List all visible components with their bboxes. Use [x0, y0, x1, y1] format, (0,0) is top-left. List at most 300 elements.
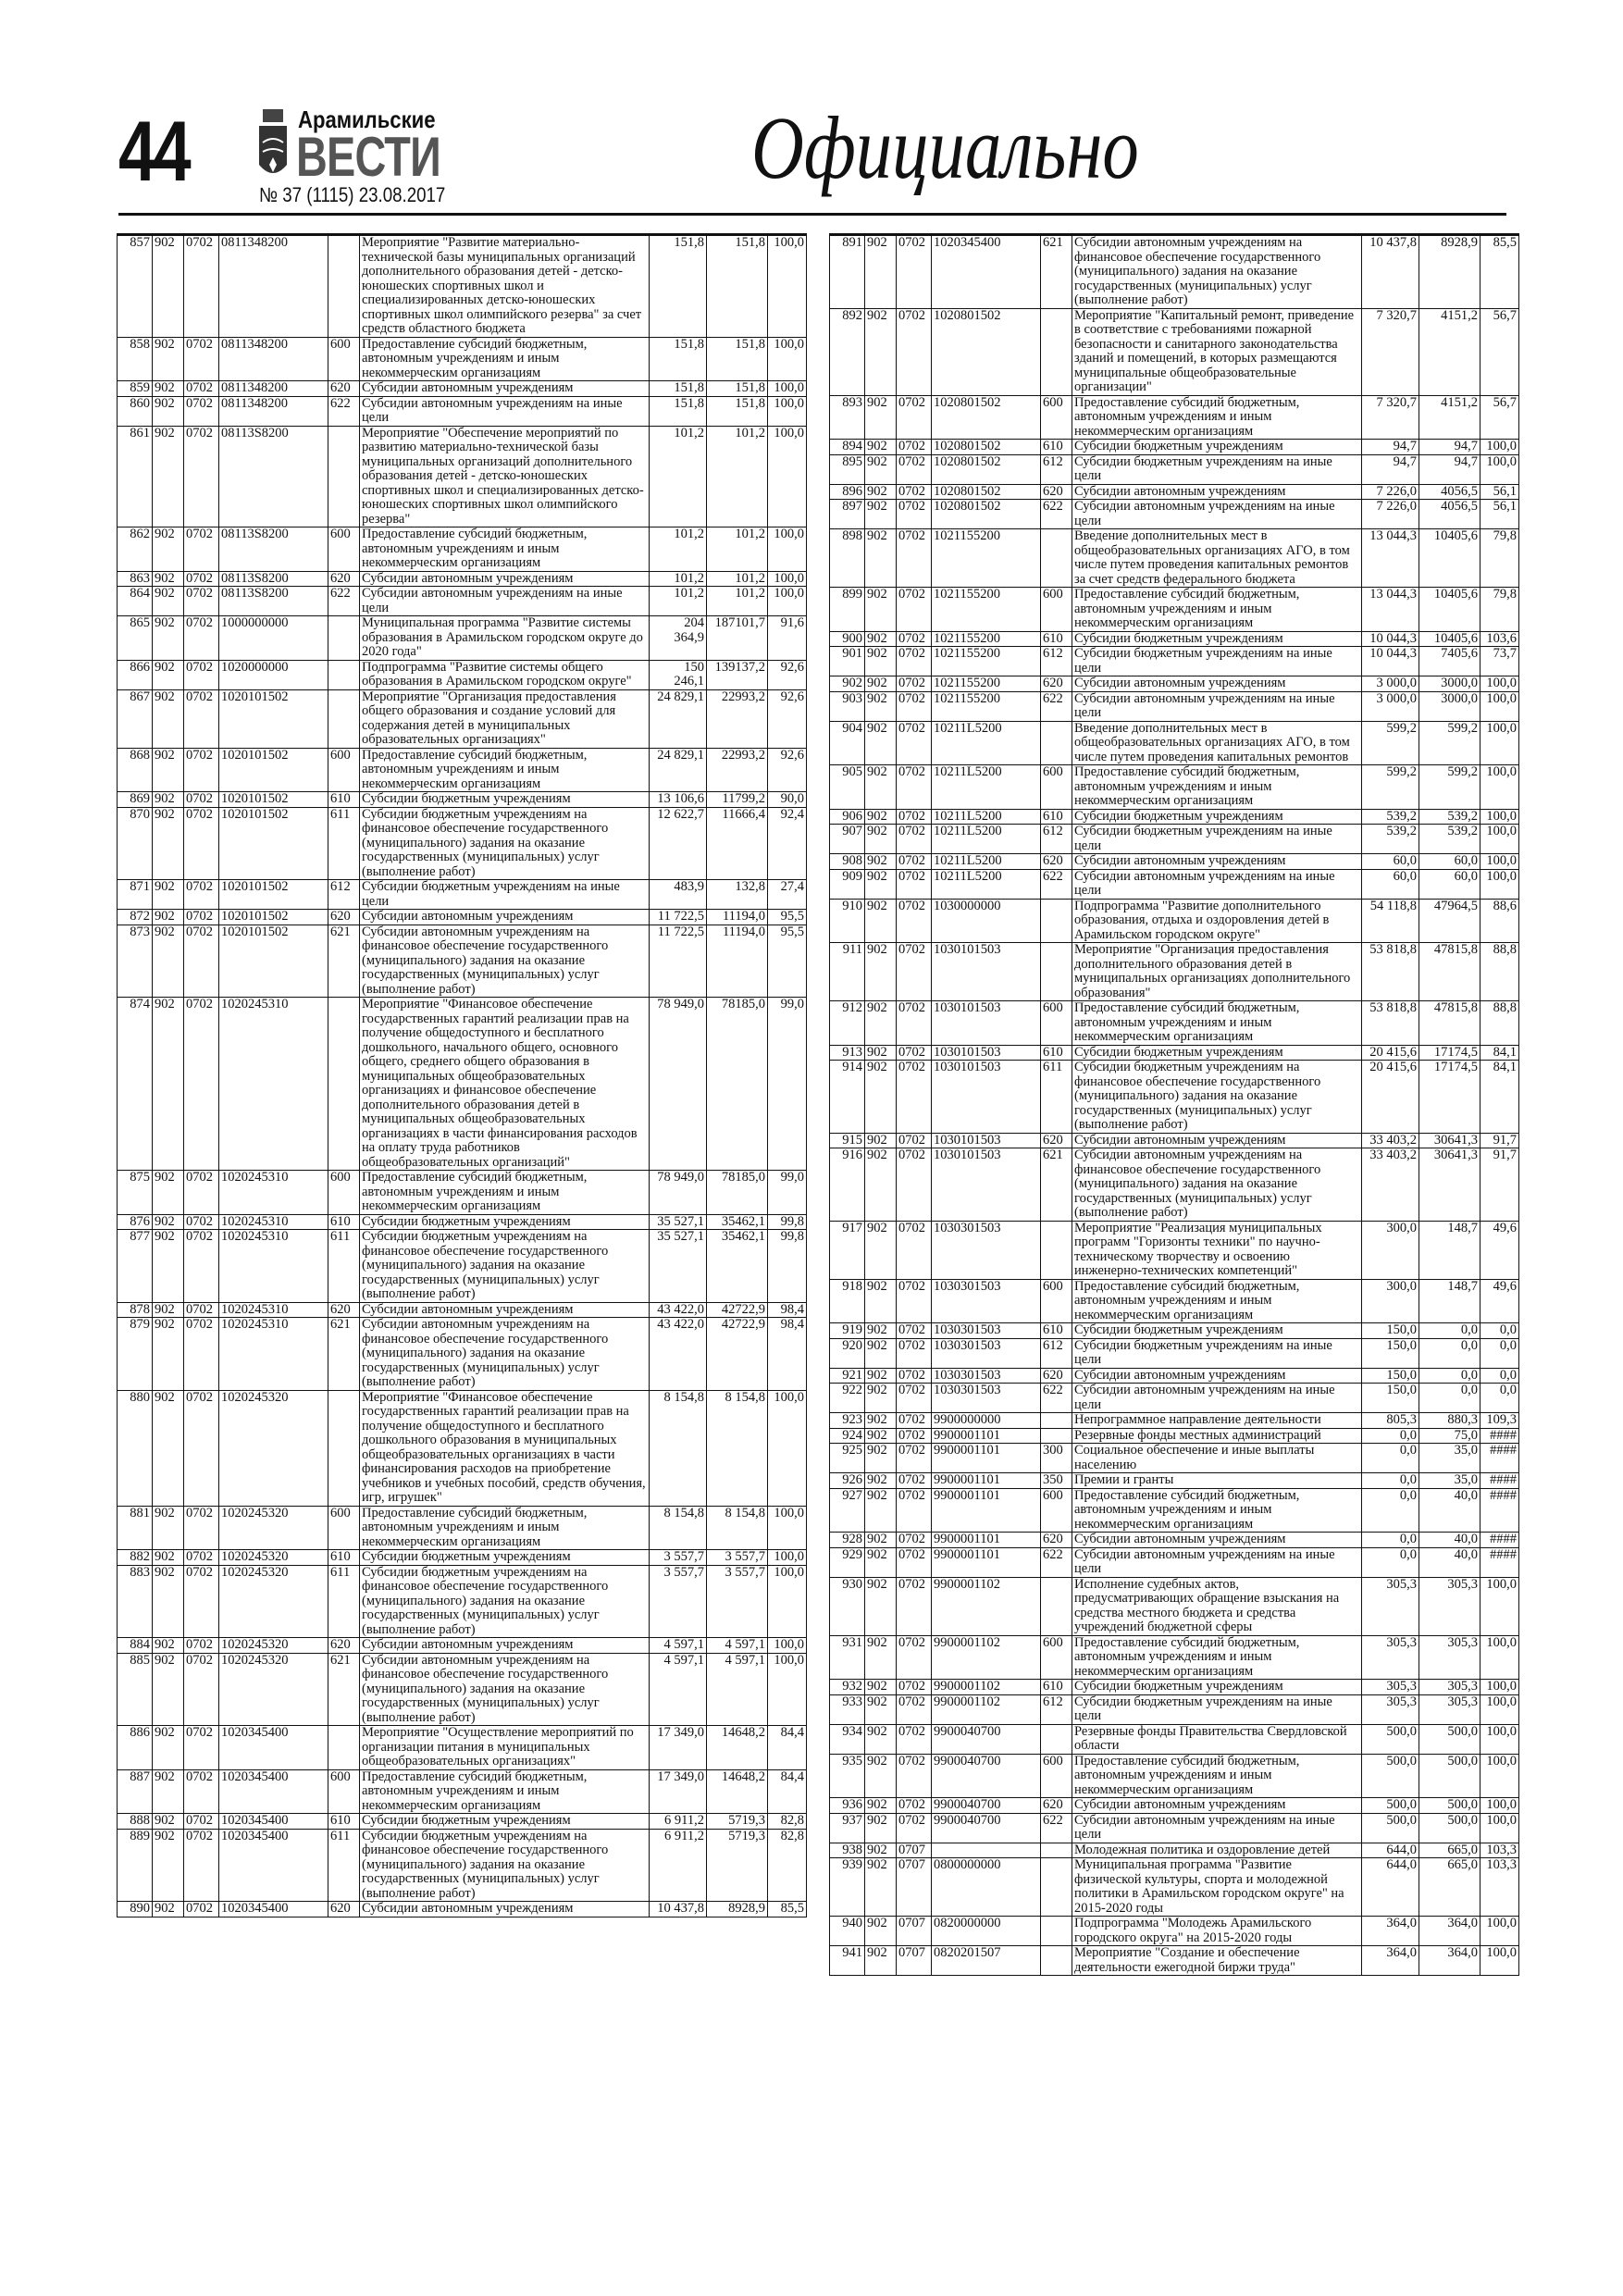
- kvsr-code: 902: [865, 1061, 897, 1134]
- expense-type-code: [1041, 1858, 1072, 1917]
- kvsr-code: 902: [153, 792, 184, 808]
- table-row: [830, 1413, 1519, 1429]
- section-code: 0702: [897, 765, 932, 810]
- description: Предоставление субсидий бюджетным, автономным учреждениям и иным некоммерческим организациям: [1072, 1279, 1362, 1323]
- executed-amount: 0,0: [1419, 1384, 1481, 1413]
- execution-percent: 100,0: [1481, 1798, 1519, 1814]
- executed-amount: 0,0: [1419, 1368, 1481, 1384]
- target-article-code: 9900001101: [932, 1488, 1041, 1533]
- expense-type-code: 620: [328, 910, 360, 925]
- executed-amount: 539,2: [1419, 809, 1481, 825]
- expense-type-code: [328, 660, 360, 689]
- planned-amount: 43 422,0: [650, 1302, 707, 1318]
- executed-amount: 7405,6: [1419, 647, 1481, 676]
- kvsr-code: 902: [865, 1547, 897, 1577]
- table-row: [830, 1045, 1519, 1061]
- row-number: 865: [118, 616, 153, 661]
- target-article-code: 1030101503: [932, 1045, 1041, 1061]
- executed-amount: 60,0: [1419, 854, 1481, 870]
- kvsr-code: 902: [865, 1444, 897, 1473]
- planned-amount: 305,3: [1362, 1694, 1419, 1724]
- section-code: 0702: [184, 1726, 219, 1770]
- executed-amount: 148,7: [1419, 1221, 1481, 1279]
- table-row: [118, 337, 807, 381]
- planned-amount: 60,0: [1362, 869, 1419, 899]
- executed-amount: 8 154,8: [707, 1390, 768, 1506]
- expense-type-code: [1041, 721, 1072, 765]
- executed-amount: 101,2: [707, 426, 768, 527]
- table-row: [830, 454, 1519, 484]
- expense-type-code: 620: [328, 1902, 360, 1917]
- description: Субсидии автономным учреждениям на иные цели: [1072, 869, 1362, 899]
- executed-amount: 47964,5: [1419, 899, 1481, 943]
- kvsr-code: 902: [865, 395, 897, 440]
- target-article-code: 1020245320: [219, 1506, 328, 1550]
- kvsr-code: 902: [865, 1133, 897, 1148]
- description: Подпрограмма "Молодежь Арамильского городского округа" на 2015-2020 годы: [1072, 1917, 1362, 1946]
- table-row: [118, 1565, 807, 1638]
- planned-amount: 13 044,3: [1362, 529, 1419, 588]
- execution-percent: 100,0: [768, 1550, 807, 1566]
- target-article-code: 1020245320: [219, 1390, 328, 1506]
- kvsr-code: 902: [153, 1390, 184, 1506]
- description: Субсидии бюджетным учреждениям: [360, 1550, 650, 1566]
- expense-type-code: 620: [1041, 854, 1072, 870]
- row-number: 919: [830, 1323, 865, 1339]
- kvsr-code: 902: [865, 1148, 897, 1222]
- planned-amount: 13 106,6: [650, 792, 707, 808]
- kvsr-code: 902: [153, 1550, 184, 1566]
- planned-amount: 101,2: [650, 426, 707, 527]
- executed-amount: 42722,9: [707, 1318, 768, 1391]
- section-code: 0702: [184, 337, 219, 381]
- kvsr-code: 902: [865, 943, 897, 1001]
- expense-type-code: [1041, 1724, 1072, 1754]
- row-number: 937: [830, 1813, 865, 1843]
- target-article-code: 08113S8200: [219, 587, 328, 616]
- planned-amount: 500,0: [1362, 1798, 1419, 1814]
- execution-percent: 73,7: [1481, 647, 1519, 676]
- planned-amount: 33 403,2: [1362, 1148, 1419, 1222]
- table-row: [118, 748, 807, 792]
- executed-amount: 364,0: [1419, 1946, 1481, 1976]
- execution-percent: 88,8: [1481, 1001, 1519, 1046]
- description: Субсидии бюджетным учреждениям на иные цели: [1072, 1338, 1362, 1368]
- target-article-code: 1020801502: [932, 308, 1041, 395]
- kvsr-code: 902: [153, 1230, 184, 1303]
- section-code: 0702: [897, 1635, 932, 1680]
- executed-amount: 35,0: [1419, 1473, 1481, 1489]
- executed-amount: 11194,0: [707, 925, 768, 998]
- execution-percent: 92,4: [768, 807, 807, 880]
- expense-type-code: [1041, 529, 1072, 588]
- section-code: 0702: [184, 748, 219, 792]
- row-number: 926: [830, 1473, 865, 1489]
- expense-type-code: 612: [1041, 1338, 1072, 1368]
- expense-type-code: [1041, 1428, 1072, 1444]
- planned-amount: 10 044,3: [1362, 647, 1419, 676]
- expense-type-code: 611: [328, 807, 360, 880]
- kvsr-code: 902: [865, 529, 897, 588]
- executed-amount: 599,2: [1419, 765, 1481, 810]
- row-number: 924: [830, 1428, 865, 1444]
- target-article-code: 1020245320: [219, 1638, 328, 1654]
- table-row: [830, 631, 1519, 647]
- planned-amount: 43 422,0: [650, 1318, 707, 1391]
- execution-percent: 100,0: [1481, 1813, 1519, 1843]
- section-code: 0702: [897, 1148, 932, 1222]
- execution-percent: 100,0: [1481, 1680, 1519, 1695]
- execution-percent: 100,0: [768, 1390, 807, 1506]
- expense-type-code: [1041, 1221, 1072, 1279]
- brand-name-top: Арамильские: [298, 105, 436, 133]
- section-code: 0702: [897, 1061, 932, 1134]
- target-article-code: 1030101503: [932, 1148, 1041, 1222]
- planned-amount: 500,0: [1362, 1724, 1419, 1754]
- executed-amount: 132,8: [707, 880, 768, 910]
- kvsr-code: 902: [865, 825, 897, 854]
- target-article-code: 10211L5200: [932, 721, 1041, 765]
- executed-amount: 14648,2: [707, 1726, 768, 1770]
- row-number: 873: [118, 925, 153, 998]
- table-row: [830, 854, 1519, 870]
- expense-type-code: 600: [1041, 1635, 1072, 1680]
- description: Резервные фонды местных администраций: [1072, 1428, 1362, 1444]
- kvsr-code: 902: [865, 1577, 897, 1635]
- row-number: 914: [830, 1061, 865, 1134]
- planned-amount: 0,0: [1362, 1444, 1419, 1473]
- brand-name-main: ВЕСТИ: [296, 126, 440, 188]
- description: Мероприятие "Организация предоставления дополнительного образования детей в муниципальных организациях дополнительного образования": [1072, 943, 1362, 1001]
- target-article-code: 1020245320: [219, 1653, 328, 1726]
- execution-percent: 100,0: [768, 426, 807, 527]
- planned-amount: 60,0: [1362, 854, 1419, 870]
- kvsr-code: 902: [153, 998, 184, 1171]
- table-row: [830, 1635, 1519, 1680]
- row-number: 864: [118, 587, 153, 616]
- kvsr-code: 902: [865, 308, 897, 395]
- row-number: 901: [830, 647, 865, 676]
- section-code: 0702: [184, 396, 219, 426]
- kvsr-code: 902: [153, 337, 184, 381]
- section-code: 0702: [184, 1565, 219, 1638]
- page-number: 44: [118, 105, 189, 199]
- table-row: [830, 647, 1519, 676]
- expense-type-code: [1041, 1946, 1072, 1976]
- row-number: 862: [118, 527, 153, 572]
- planned-amount: 150,0: [1362, 1384, 1419, 1413]
- table-row: [830, 235, 1519, 309]
- executed-amount: 94,7: [1419, 454, 1481, 484]
- target-article-code: 9900001101: [932, 1533, 1041, 1548]
- description: Субсидии бюджетным учреждениям на иные цели: [1072, 1694, 1362, 1724]
- planned-amount: 364,0: [1362, 1917, 1419, 1946]
- description: Молодежная политика и оздоровление детей: [1072, 1843, 1362, 1858]
- kvsr-code: 902: [153, 396, 184, 426]
- executed-amount: 599,2: [1419, 721, 1481, 765]
- table-row: [830, 1724, 1519, 1754]
- planned-amount: 54 118,8: [1362, 899, 1419, 943]
- kvsr-code: 902: [865, 691, 897, 721]
- execution-percent: 98,4: [768, 1302, 807, 1318]
- table-row: [118, 792, 807, 808]
- target-article-code: 0811348200: [219, 235, 328, 338]
- planned-amount: 20 415,6: [1362, 1045, 1419, 1061]
- row-number: 931: [830, 1635, 865, 1680]
- execution-percent: 100,0: [768, 1638, 807, 1654]
- description: Субсидии автономным учреждениям на иные цели: [1072, 1547, 1362, 1577]
- description: Предоставление субсидий бюджетным, автономным учреждениям и иным некоммерческим организациям: [360, 337, 650, 381]
- description: Субсидии автономным учреждениям на финансовое обеспечение государственного (муниципального) задания на оказание государственных (муниципальных) услуг (выполнение работ): [1072, 1148, 1362, 1222]
- table-row: [830, 899, 1519, 943]
- target-article-code: [932, 1843, 1041, 1858]
- table-row: [118, 1814, 807, 1830]
- target-article-code: 9900000000: [932, 1413, 1041, 1429]
- table-row: [830, 943, 1519, 1001]
- kvsr-code: 902: [865, 1843, 897, 1858]
- row-number: 898: [830, 529, 865, 588]
- execution-percent: 82,8: [768, 1829, 807, 1902]
- expense-type-code: [328, 1390, 360, 1506]
- description: Субсидии автономным учреждениям на иные цели: [360, 587, 650, 616]
- expense-type-code: [1041, 1577, 1072, 1635]
- section-code: 0702: [897, 825, 932, 854]
- target-article-code: 9900001102: [932, 1577, 1041, 1635]
- table-row: [830, 1001, 1519, 1046]
- executed-amount: 40,0: [1419, 1488, 1481, 1533]
- expense-type-code: [1041, 1843, 1072, 1858]
- kvsr-code: 902: [153, 381, 184, 397]
- executed-amount: 60,0: [1419, 869, 1481, 899]
- row-number: 860: [118, 396, 153, 426]
- target-article-code: 10211L5200: [932, 854, 1041, 870]
- kvsr-code: 902: [865, 1045, 897, 1061]
- kvsr-code: 902: [865, 1428, 897, 1444]
- expense-type-code: 622: [328, 587, 360, 616]
- row-number: 907: [830, 825, 865, 854]
- section-code: 0702: [184, 1302, 219, 1318]
- execution-percent: 100,0: [768, 571, 807, 587]
- kvsr-code: 902: [153, 1653, 184, 1726]
- row-number: 917: [830, 1221, 865, 1279]
- executed-amount: 78185,0: [707, 1171, 768, 1215]
- row-number: 938: [830, 1843, 865, 1858]
- target-article-code: 1030101503: [932, 1061, 1041, 1134]
- execution-percent: 0,0: [1481, 1368, 1519, 1384]
- description: Субсидии автономным учреждениям на иные цели: [1072, 1384, 1362, 1413]
- target-article-code: 1021155200: [932, 529, 1041, 588]
- executed-amount: 75,0: [1419, 1428, 1481, 1444]
- execution-percent: 95,5: [768, 925, 807, 998]
- row-number: 867: [118, 689, 153, 748]
- row-number: 896: [830, 484, 865, 500]
- section-code: 0702: [184, 807, 219, 880]
- table-row: [118, 1769, 807, 1814]
- kvsr-code: 902: [153, 1506, 184, 1550]
- row-number: 915: [830, 1133, 865, 1148]
- row-number: 866: [118, 660, 153, 689]
- table-row: [830, 825, 1519, 854]
- kvsr-code: 902: [153, 571, 184, 587]
- planned-amount: 4 597,1: [650, 1638, 707, 1654]
- section-code: 0702: [184, 1506, 219, 1550]
- section-code: 0702: [897, 1813, 932, 1843]
- target-article-code: 9900040700: [932, 1724, 1041, 1754]
- row-number: 927: [830, 1488, 865, 1533]
- table-row: [830, 765, 1519, 810]
- expense-type-code: 620: [1041, 1133, 1072, 1148]
- expense-type-code: 600: [328, 527, 360, 572]
- planned-amount: 500,0: [1362, 1754, 1419, 1798]
- row-number: 892: [830, 308, 865, 395]
- row-number: 889: [118, 1829, 153, 1902]
- row-number: 922: [830, 1384, 865, 1413]
- section-code: 0707: [897, 1917, 932, 1946]
- section-code: 0702: [897, 1533, 932, 1548]
- execution-percent: 79,8: [1481, 588, 1519, 632]
- execution-percent: 79,8: [1481, 529, 1519, 588]
- description: Субсидии автономным учреждениям на финансовое обеспечение государственного (муниципального) задания на оказание государственных (муниципальных) услуг (выполнение работ): [360, 1653, 650, 1726]
- execution-percent: 84,4: [768, 1769, 807, 1814]
- row-number: 904: [830, 721, 865, 765]
- expense-type-code: 610: [1041, 440, 1072, 455]
- kvsr-code: 902: [153, 1769, 184, 1814]
- target-article-code: 10211L5200: [932, 825, 1041, 854]
- planned-amount: 151,8: [650, 396, 707, 426]
- planned-amount: 8 154,8: [650, 1390, 707, 1506]
- execution-percent: 100,0: [1481, 676, 1519, 692]
- execution-percent: 49,6: [1481, 1221, 1519, 1279]
- table-row: [830, 721, 1519, 765]
- executed-amount: 0,0: [1419, 1323, 1481, 1339]
- description: Подпрограмма "Развитие системы общего образования в Арамильском городском округе": [360, 660, 650, 689]
- executed-amount: 3000,0: [1419, 691, 1481, 721]
- kvsr-code: 902: [153, 925, 184, 998]
- expense-type-code: 610: [1041, 1045, 1072, 1061]
- expense-type-code: 610: [1041, 631, 1072, 647]
- table-row: [830, 500, 1519, 529]
- section-code: 0702: [184, 1318, 219, 1391]
- planned-amount: 11 722,5: [650, 925, 707, 998]
- coat-of-arms-icon: [257, 109, 289, 181]
- row-number: 918: [830, 1279, 865, 1323]
- execution-percent: 100,0: [768, 1565, 807, 1638]
- description: Предоставление субсидий бюджетным, автономным учреждениям и иным некоммерческим организациям: [360, 527, 650, 572]
- executed-amount: 305,3: [1419, 1635, 1481, 1680]
- target-article-code: 1020245310: [219, 1230, 328, 1303]
- executed-amount: 3 557,7: [707, 1550, 768, 1566]
- execution-percent: 91,7: [1481, 1133, 1519, 1148]
- table-row: [118, 1214, 807, 1230]
- section-code: 0702: [184, 1902, 219, 1917]
- target-article-code: 9900001101: [932, 1444, 1041, 1473]
- description: Субсидии бюджетным учреждениям на финансовое обеспечение государственного (муниципального) задания на оказание государственных (муниципальных) услуг (выполнение работ): [360, 1829, 650, 1902]
- expense-type-code: [1041, 1413, 1072, 1429]
- description: Непрограммное направление деятельности: [1072, 1413, 1362, 1429]
- description: Социальное обеспечение и иные выплаты населению: [1072, 1444, 1362, 1473]
- section-code: 0702: [897, 1754, 932, 1798]
- expense-type-code: 621: [328, 925, 360, 998]
- row-number: 883: [118, 1565, 153, 1638]
- description: Субсидии бюджетным учреждениям на финансовое обеспечение государственного (муниципального) задания на оказание государственных (муниципальных) услуг (выполнение работ): [360, 1230, 650, 1303]
- execution-percent: 92,6: [768, 660, 807, 689]
- expense-type-code: 620: [1041, 484, 1072, 500]
- target-article-code: 10211L5200: [932, 869, 1041, 899]
- section-code: 0702: [897, 1694, 932, 1724]
- executed-amount: 22993,2: [707, 689, 768, 748]
- executed-amount: 187101,7: [707, 616, 768, 661]
- kvsr-code: 902: [153, 660, 184, 689]
- row-number: 885: [118, 1653, 153, 1726]
- section-code: 0702: [184, 426, 219, 527]
- table-row: [830, 395, 1519, 440]
- expense-type-code: 620: [1041, 1798, 1072, 1814]
- table-row: [830, 1473, 1519, 1489]
- expense-type-code: 610: [328, 792, 360, 808]
- planned-amount: 33 403,2: [1362, 1133, 1419, 1148]
- execution-percent: 109,3: [1481, 1413, 1519, 1429]
- kvsr-code: 902: [865, 1368, 897, 1384]
- section-code: 0702: [897, 235, 932, 309]
- row-number: 884: [118, 1638, 153, 1654]
- budget-table-left: [117, 233, 807, 1917]
- executed-amount: 8 154,8: [707, 1506, 768, 1550]
- section-code: 0702: [897, 308, 932, 395]
- executed-amount: 22993,2: [707, 748, 768, 792]
- section-code: 0707: [897, 1946, 932, 1976]
- description: Субсидии автономным учреждениям: [360, 1638, 650, 1654]
- section-code: 0702: [897, 1221, 932, 1279]
- executed-amount: 4056,5: [1419, 484, 1481, 500]
- row-number: 909: [830, 869, 865, 899]
- table-row: [118, 235, 807, 338]
- execution-percent: 100,0: [1481, 809, 1519, 825]
- target-article-code: 1020345400: [932, 235, 1041, 309]
- table-row: [830, 1338, 1519, 1368]
- kvsr-code: 902: [153, 1171, 184, 1215]
- kvsr-code: 902: [865, 440, 897, 455]
- expense-type-code: [328, 689, 360, 748]
- execution-percent: 91,6: [768, 616, 807, 661]
- row-number: 910: [830, 899, 865, 943]
- description: Субсидии автономным учреждениям: [1072, 676, 1362, 692]
- section-code: 0702: [897, 676, 932, 692]
- expense-type-code: 621: [1041, 1148, 1072, 1222]
- expense-type-code: 600: [1041, 1001, 1072, 1046]
- row-number: 940: [830, 1917, 865, 1946]
- target-article-code: 1021155200: [932, 676, 1041, 692]
- table-row: [830, 529, 1519, 588]
- table-row: [118, 1171, 807, 1215]
- planned-amount: 4 597,1: [650, 1653, 707, 1726]
- executed-amount: 500,0: [1419, 1724, 1481, 1754]
- kvsr-code: 902: [865, 676, 897, 692]
- planned-amount: 24 829,1: [650, 689, 707, 748]
- target-article-code: 1021155200: [932, 647, 1041, 676]
- execution-percent: 0,0: [1481, 1384, 1519, 1413]
- section-code: 0702: [897, 1547, 932, 1577]
- table-row: [118, 1638, 807, 1654]
- planned-amount: 3 557,7: [650, 1565, 707, 1638]
- description: Субсидии бюджетным учреждениям: [360, 1214, 650, 1230]
- executed-amount: 500,0: [1419, 1754, 1481, 1798]
- planned-amount: 53 818,8: [1362, 943, 1419, 1001]
- execution-percent: 56,7: [1481, 308, 1519, 395]
- section-code: 0702: [897, 500, 932, 529]
- execution-percent: 100,0: [1481, 440, 1519, 455]
- kvsr-code: 902: [865, 869, 897, 899]
- target-article-code: 1020000000: [219, 660, 328, 689]
